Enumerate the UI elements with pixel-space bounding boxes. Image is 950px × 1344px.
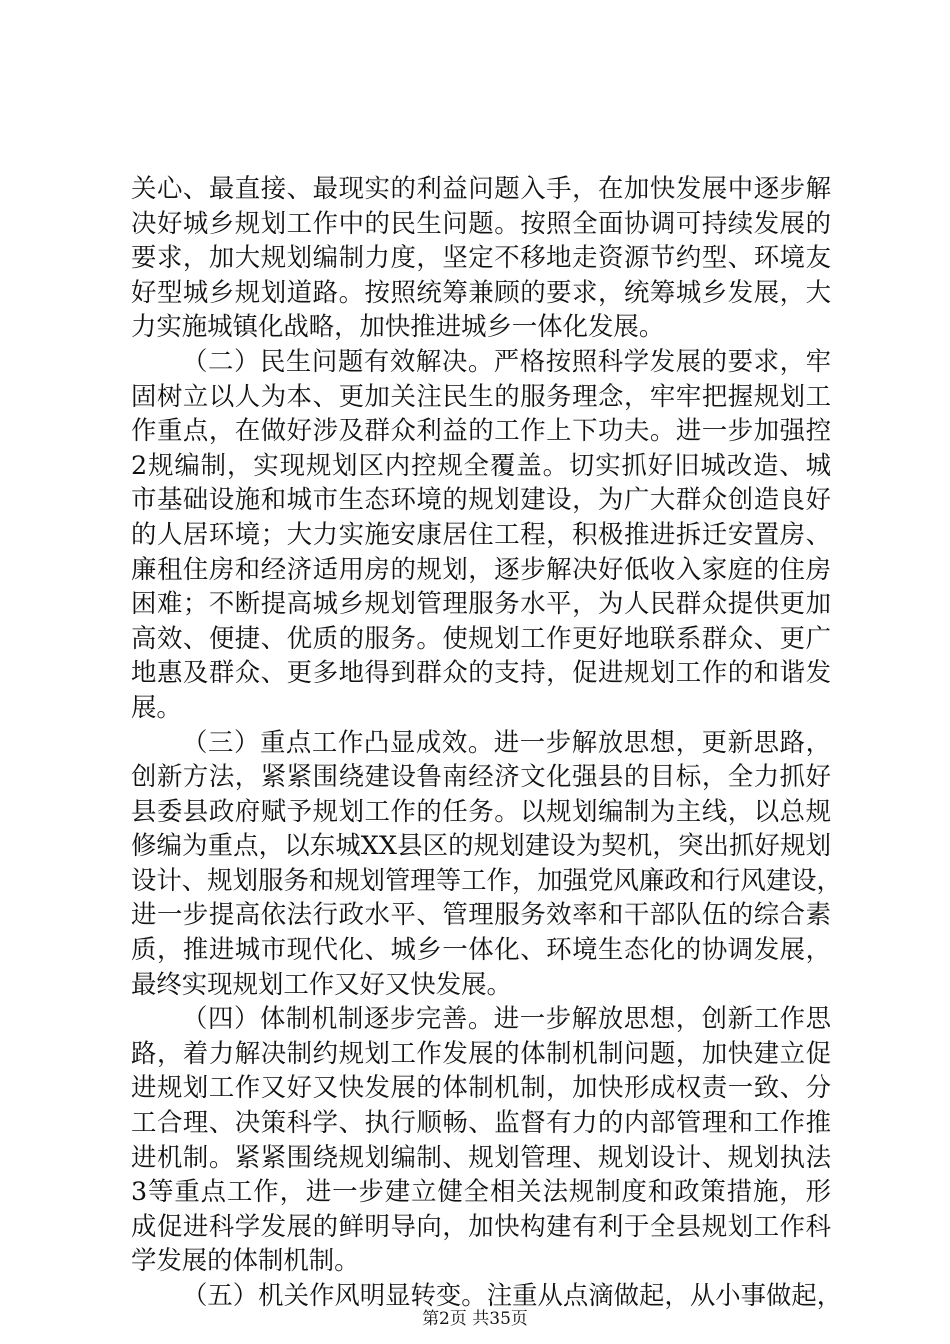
text-line: 学发展的体制机制。 [131, 1245, 360, 1276]
text-line: 高效、便捷、优质的服务。使规划工作更好地联系群众、更广 [131, 622, 831, 653]
text-line: 关心、最直接、最现实的利益问题入手，在加快发展中逐步解 [131, 173, 831, 203]
text-line: 修编为重点，以东城XX县区的规划建设为契机，突出抓好规划 [131, 830, 831, 861]
text-line: 要求，加大规划编制力度，坚定不移地走资源节约型、环境友 [131, 242, 831, 273]
text-line: 设计、规划服务和规划管理等工作，加强党风廉政和行风建设， [131, 864, 842, 895]
page-footer: 第2页 共35页 [422, 1309, 528, 1329]
text-line: 进一步提高依法行政水平、管理服务效率和干部队伍的综合素 [131, 899, 831, 930]
text-line: 展。 [131, 691, 182, 722]
text-line: 3等重点工作，进一步建立健全相关法规制度和政策措施，形 [131, 1176, 831, 1207]
text-line: 市基础设施和城市生态环境的规划建设，为广大群众创造良好 [131, 484, 831, 515]
text-line: 县委县政府赋予规划工作的任务。以规划编制为主线，以总规 [131, 795, 831, 826]
body-text [131, 171, 843, 1313]
text-line: 创新方法，紧紧围绕建设鲁南经济文化强县的目标，全力抓好 [131, 761, 831, 792]
paragraph-heading-line: （三）重点工作凸显成效。进一步解放思想，更新思路， [182, 726, 831, 757]
text-line: 作重点，在做好涉及群众利益的工作上下功夫。进一步加强控 [131, 415, 831, 446]
text-line: 决好城乡规划工作中的民生问题。按照全面协调可持续发展的 [131, 207, 831, 238]
text-line: 地惠及群众、更多地得到群众的支持，促进规划工作的和谐发 [131, 657, 831, 688]
text-line: 进机制。紧紧围绕规划编制、规划管理、规划设计、规划执法 [131, 1141, 831, 1172]
text-line: 困难；不断提高城乡规划管理服务水平，为人民群众提供更加 [131, 588, 831, 619]
text-line: 2规编制，实现规划区内控规全覆盖。切实抓好旧城改造、城 [131, 449, 831, 480]
text-line: 质，推进城市现代化、城乡一体化、环境生态化的协调发展， [131, 934, 831, 965]
text-line: 的人居环境；大力实施安康居住工程，积极推进拆迁安置房、 [131, 518, 831, 549]
text-line: 好型城乡规划道路。按照统筹兼顾的要求，统筹城乡发展，大 [131, 276, 831, 307]
paragraph-heading-line: （二）民生问题有效解决。严格按照科学发展的要求，牢 [182, 345, 831, 376]
text-line: 路，着力解决制约规划工作发展的体制机制问题，加快建立促 [131, 1037, 831, 1068]
paragraph-heading-line: （五）机关作风明显转变。注重从点滴做起，从小事做起， [182, 1280, 843, 1310]
text-line: 最终实现规划工作又好又快发展。 [131, 968, 512, 999]
paragraph-heading-line: （四）体制机制逐步完善。进一步解放思想，创新工作思 [182, 1003, 831, 1034]
text-line: 力实施城镇化战略，加快推进城乡一体化发展。 [131, 311, 665, 342]
text-line: 固树立以人为本、更加关注民生的服务理念，牢牢把握规划工 [131, 380, 831, 411]
text-line: 工合理、决策科学、执行顺畅、监督有力的内部管理和工作推 [131, 1107, 831, 1138]
text-line: 成促进科学发展的鲜明导向，加快构建有利于全县规划工作科 [131, 1210, 831, 1241]
text-line: 进规划工作又好又快发展的体制机制，加快形成权责一致、分 [131, 1072, 831, 1103]
text-line: 廉租住房和经济适用房的规划，逐步解决好低收入家庭的住房 [131, 553, 831, 584]
